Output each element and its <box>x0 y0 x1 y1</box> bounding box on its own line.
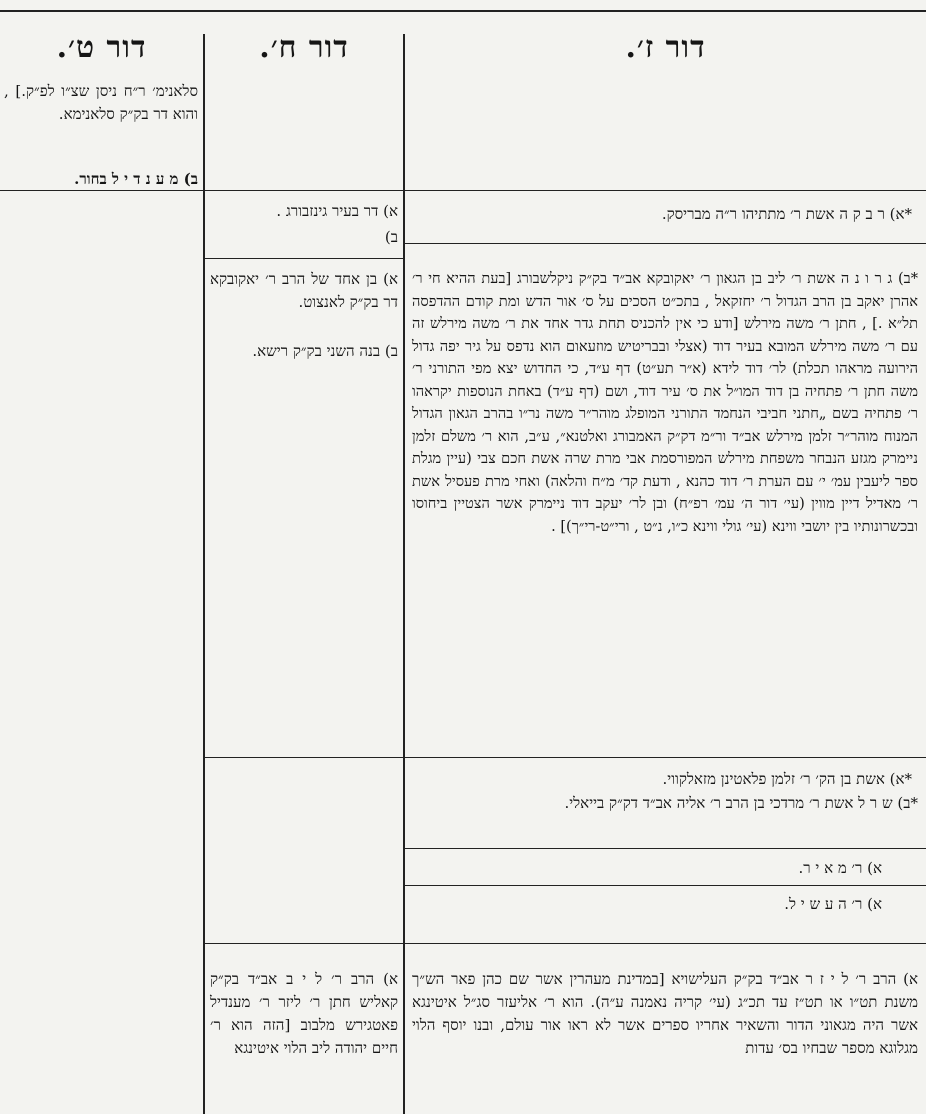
col9-item-b: ב) מ ע נ ד י ל בחור. <box>74 170 198 188</box>
col7-s1: *א) ר ב ק ה אשת ר׳ מתתיהו ר״ה מבריסק. <box>661 205 912 223</box>
section-rule-7 <box>205 943 926 944</box>
section-rule-1 <box>205 190 926 191</box>
column-divider-8-7 <box>403 34 405 1114</box>
col8-s1-a: א) דר בעיר גינזבורג . <box>276 202 398 220</box>
col8-s2-b: ב) בנה השני בק״ק רישא. <box>252 342 398 360</box>
section-rule-4 <box>205 757 926 758</box>
header-generation-8: דור ח׳. <box>259 30 349 65</box>
header-generation-9: דור ט׳. <box>56 30 147 65</box>
col7-s3-a: *א) אשת בן הק׳ ר׳ זלמן פלאטינן מזאלקווי. <box>662 770 912 788</box>
section-rule-5 <box>405 848 926 849</box>
col9-rule <box>0 190 203 191</box>
header-generation-7: דור ז׳. <box>625 30 706 65</box>
section-rule-3 <box>405 243 926 244</box>
column-divider-9-8 <box>203 34 205 1114</box>
top-rule <box>0 10 926 12</box>
col7-s2: *ב) ג ר ו נ ה אשת ר׳ ליב בן הגאון ר׳ יאקובקא אב״ד בק״ק ניקלשבורג [בעת ההיא חי ר׳ אהרן יאקב בן הרב הגדול ר׳ יחזקאל , בתכ״ט הסכים על ס׳ אור הדש ומת קודם ההדפסה תל״א .] , חתן ר׳ משה מירלש [ודע כי אין להכניס תחת גדר אחד את ר׳ משה מירלש זה עם ר׳ משה מירלש המובא בעיר דוד (אצלי ובבריטיש מוזעאום הוא נדפס על גיר יפה גדול הירועה מראהו תכלת) לר׳ דוד לידא (א״ר תע״ט) דף ע״ד, כי החדוש יצא מפי התורני ר׳ משה חתן ר׳ פתחיה בן דוד המו״ל את ס׳ עיר דוד, ושם (דף ע״ד) באחת הנוספות יקראהו ר׳ פתחיה בשם „חתני חביבי הנחמד התורני המופלג מוהר״ר משה נר״ו בהרב הגאון הגדול המנוח מוהר״ר זלמן מירלש אב״ד ור״מ דק״ק האמבורג ואלטנא״, ע״ב, הוא ר׳ משלם זלמן ניימרק מגזע הנבחר משפחת מירלש המפורסמת אבי מרת שרה אשת חכם צבי (עיין מגלת ספר ליעבין עמ׳ י׳ עם הערת ר׳ דוד כהנא , ודעת קד׳ מ״ח והלאה) ואחי מרת פעסיל אשת ר׳ מאדיל דיין מווין (עי׳ דור ה׳ עמ׳ רפ״ח) ובן לר׳ יעקב דוד ניימרק אשר הצטיין ביחוסו ובכשרונותיו בין יושבי ווינא (עי׳ גולי ווינא כ״ו, נ״ט , ורי״ט-רי״ך)] . <box>412 270 919 535</box>
col7-s3-c: א) ר׳ מ א י ר. <box>798 859 882 877</box>
section-rule-6 <box>405 885 926 886</box>
col7-s4: א) הרב ר׳ ל י ז ר אב״ד בק״ק העלישויא [במדינת מעהרין אשר שם כהן פאר הש״ך משנת תט״ו או תט״ז עד תכ״ג (עי׳ קריה נאמנה ע״ה). הוא ר׳ אליעזר סג״ל איטינגא אשר היה מגאוני הדור והשאיר אחריו ספרים אשר לא ראו אור עולם, ובנו יוסף הלוי מגלוגא מספר שבחיו בס׳ עדות <box>412 970 918 1057</box>
col8-s2-a: א) בן אחד של הרב ר׳ יאקובקא דר בק״ק לאנצוט. <box>210 270 398 311</box>
col7-s3-b: *ב) ש ר ל אשת ר׳ מרדכי בן הרב ר׳ אליה אב״ד דק״ק בייאלי. <box>564 794 918 812</box>
col7-s3-d: א) ר׳ ה ע ש י ל. <box>784 895 882 913</box>
col8-s1-b: ב) <box>384 228 398 246</box>
section-rule-2 <box>205 258 403 259</box>
col9-intro: סלאנימ׳ ר״ח ניסן שצ״ו לפ״ק.] , והוא דר בק״ק סלאנימא. <box>4 82 198 123</box>
col8-s4-a: א) הרב ר׳ ל י ב אב״ד בק״ק קאליש חתן ר׳ ליזר ר׳ מענדיל פאטגירש מלבוב [הזה הוא ר׳ חיים יהודה ליב הלוי איטינגא <box>210 970 398 1057</box>
